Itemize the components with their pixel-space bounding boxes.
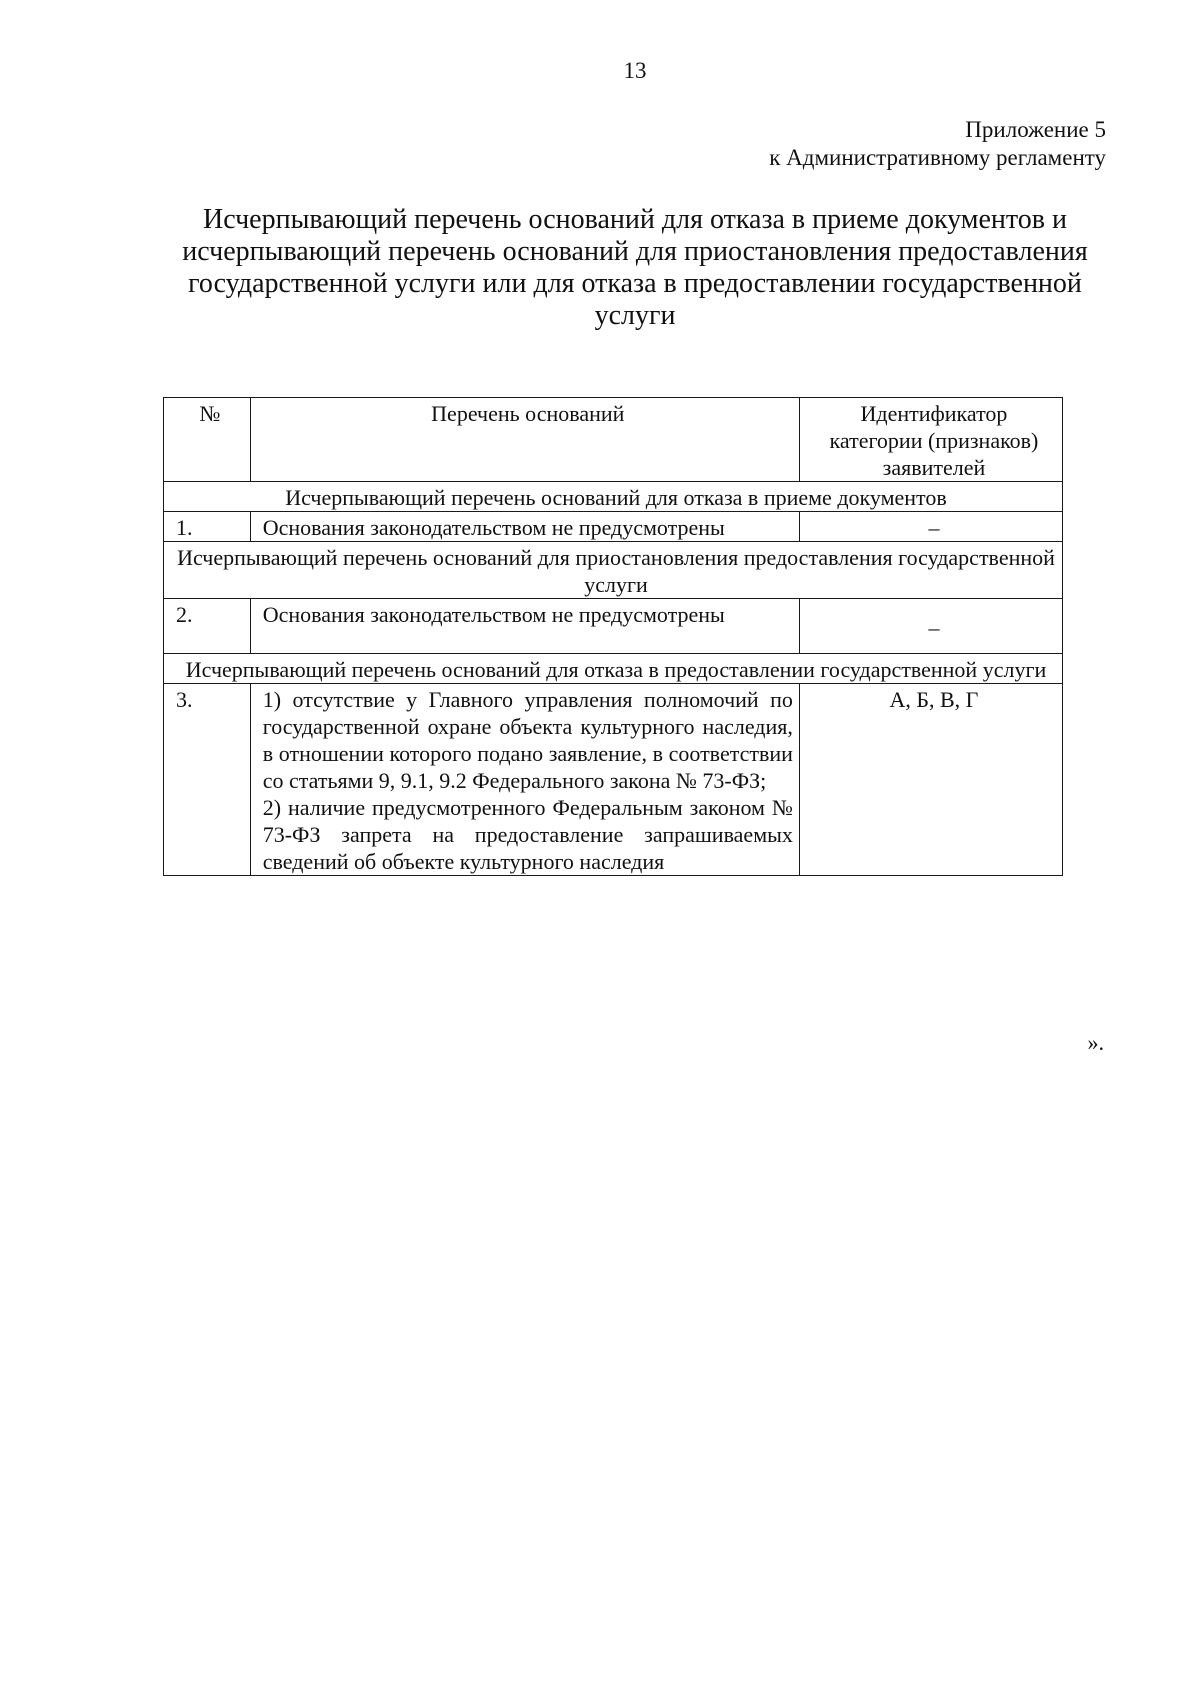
row-number: 3. — [164, 684, 251, 876]
section-heading: Исчерпывающий перечень оснований для отказа в приеме документов — [164, 482, 1063, 512]
reason-item: 1) отсутствие у Главного управления полномочий по государственной охране объекта культурного наследия, в отношении которого подано заявление, в соответствии со статьями 9, 9.1, 9.2 Федерального закона № 73-ФЗ; — [262, 687, 793, 793]
row-identifier: А, Б, В, Г — [799, 684, 1062, 876]
closing-quote: ». — [1087, 1030, 1104, 1055]
table-row — [164, 684, 1063, 876]
appendix-line-1: Приложение 5 — [965, 117, 1106, 142]
page-number: 13 — [623, 58, 647, 83]
row-number: 1. — [164, 512, 251, 542]
reason-item: 2) наличие предусмотренного Федеральным законом № 73-ФЗ запрета на предоставление запрашиваемых сведений об объекте культурного наследия — [262, 795, 793, 874]
table-header-row — [164, 398, 1063, 482]
table-row — [164, 599, 1063, 654]
section-heading: Исчерпывающий перечень оснований для отказа в предоставлении государственной услуги — [164, 654, 1063, 684]
section-heading-row — [164, 542, 1063, 599]
section-heading: Исчерпывающий перечень оснований для приостановления предоставления государственной услуги — [164, 542, 1063, 599]
appendix-reference — [769, 116, 1106, 172]
row-identifier: – — [799, 512, 1062, 542]
section-heading-row — [164, 482, 1063, 512]
appendix-line-2: к Административному регламенту — [769, 145, 1106, 170]
row-text: Основания законодательством не предусмотрены — [250, 512, 799, 542]
row-number: 2. — [164, 599, 251, 654]
header-number: № — [164, 398, 251, 482]
row-identifier: – — [799, 599, 1062, 654]
header-list: Перечень оснований — [250, 398, 799, 482]
header-identifier: Идентификатор категории (признаков) заявителей — [799, 398, 1062, 482]
section-heading-row — [164, 654, 1063, 684]
table-row — [164, 512, 1063, 542]
row-reasons — [250, 684, 799, 876]
document-title: Исчерпывающий перечень оснований для отказа в приеме документов и исчерпывающий перечень оснований для приостановления предоставления государственной услуги или для отказа в предоставлении государственной услуги — [182, 204, 1088, 331]
row-text: Основания законодательством не предусмотрены — [250, 599, 799, 654]
grounds-table — [163, 397, 1063, 876]
